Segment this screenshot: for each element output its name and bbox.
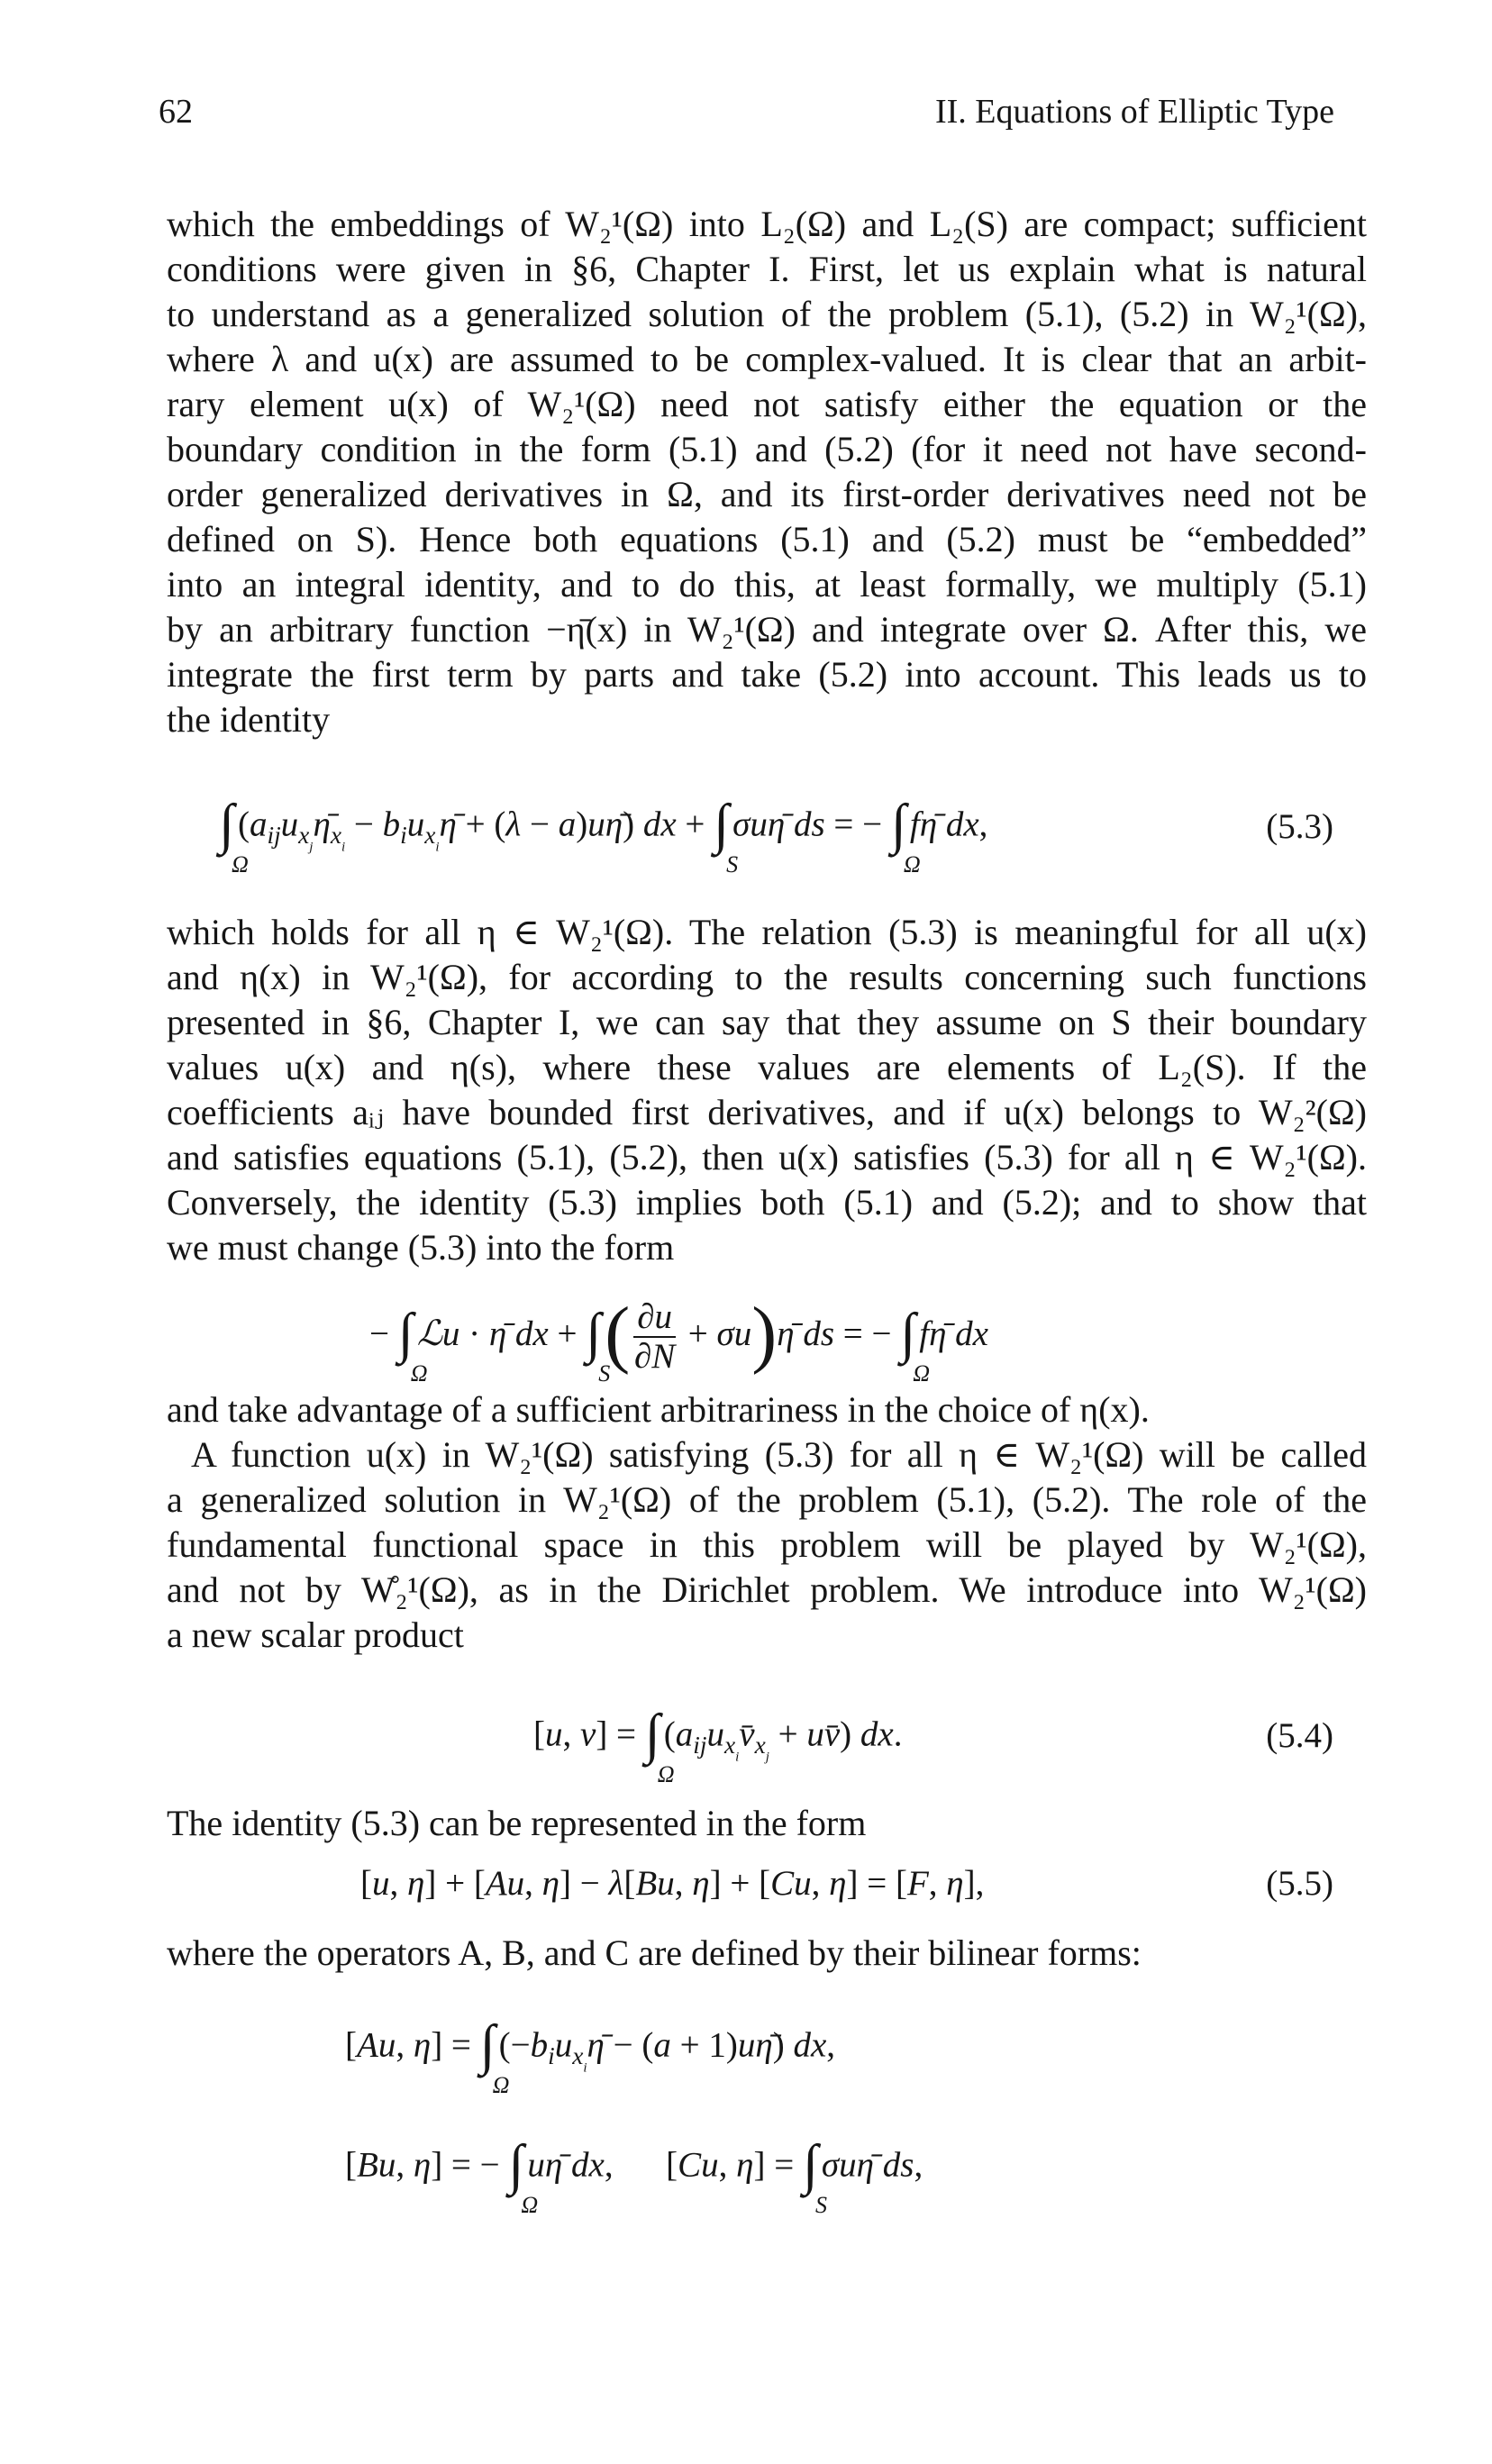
text-line: by an arbitrary function −η̄(x) in W₂¹(Ω) and integrate over Ω. After this, we xyxy=(167,609,1367,650)
page-number: 62 xyxy=(159,93,193,131)
text-line: and take advantage of a sufficient arbitrariness in the choice of η(x). xyxy=(167,1389,1150,1430)
equation-form-B-C: [Bu, η] = − ∫ Ω uη̄ dx, [Cu, η] = ∫ S σuη̄ ds, xyxy=(345,2134,923,2218)
text-line: The identity (5.3) can be represented in the form xyxy=(167,1803,867,1843)
text-line: to understand as a generalized solution of the problem (5.1), (5.2) in W₂¹(Ω), xyxy=(167,294,1367,334)
text-line: and satisfies equations (5.1), (5.2), then u(x) satisfies (5.3) for all η ∈ W₂¹(Ω). xyxy=(167,1137,1367,1177)
text-line: fundamental functional space in this problem will be played by W₂¹(Ω), xyxy=(167,1524,1367,1565)
running-head: II. Equations of Elliptic Type xyxy=(934,93,1334,131)
text-line: Conversely, the identity (5.3) implies both (5.1) and (5.2); and to show that xyxy=(167,1182,1367,1223)
text-line: which the embeddings of W₂¹(Ω) into L₂(Ω) and L₂(S) are compact; sufficient xyxy=(167,204,1367,244)
text-line: values u(x) and η(s), where these values are elements of L₂(S). If the xyxy=(167,1047,1367,1087)
text-line: where λ and u(x) are assumed to be complex-valued. It is clear that an arbit- xyxy=(167,339,1367,379)
text-line: integrate the first term by parts and take (5.2) into account. This leads us to xyxy=(167,654,1367,695)
text-line: coefficients aᵢⱼ have bounded first derivatives, and if u(x) belongs to W₂²(Ω) xyxy=(167,1092,1367,1132)
text-line: conditions were given in §6, Chapter I. First, let us explain what is natural xyxy=(167,249,1367,289)
text-line: and not by W̊₂¹(Ω), as in the Dirichlet problem. We introduce into W₂¹(Ω) xyxy=(167,1569,1367,1610)
text-line: where the operators A, B, and C are defined by their bilinear forms: xyxy=(167,1932,1142,1973)
text-line: A function u(x) in W₂¹(Ω) satisfying (5.3) for all η ∈ W₂¹(Ω) will be called xyxy=(191,1434,1367,1475)
text-line: rary element u(x) of W₂¹(Ω) need not satisfy either the equation or the xyxy=(167,384,1367,424)
equation-5-4: [u, v] = ∫ Ω ($a_{ij}u_{x_i}v̄_{x_j}$ + uv̄) dx. xyxy=(533,1704,903,1787)
equation-form-A: [Au, η] = ∫ Ω ($-b_iu_{x_i}\etā - (a$ + 1)uη̄) dx, xyxy=(345,2014,836,2098)
text-line: the identity xyxy=(167,699,331,740)
text-line: we must change (5.3) into the form xyxy=(167,1227,675,1268)
equation-unnumbered: − ∫ Ω ℒu · η̄ dx + ∫ S ( $\frac{\partial u}{\partial N}$ + σu)η̄ ds = − ∫ Ω fη̄ dx xyxy=(369,1292,988,1387)
text-line: defined on S). Hence both equations (5.1) and (5.2) must be “embedded” xyxy=(167,519,1367,559)
text-line: which holds for all η ∈ W₂¹(Ω). The relation (5.3) is meaningful for all u(x) xyxy=(167,912,1367,952)
text-line: a new scalar product xyxy=(167,1614,464,1655)
text-line: presented in §6, Chapter I, we can say that they assume on S their boundary xyxy=(167,1002,1367,1042)
text-line: boundary condition in the form (5.1) and (5.2) (for it need not have second- xyxy=(167,429,1367,469)
text-line: order generalized derivatives in Ω, and its first-order derivatives need not be xyxy=(167,474,1367,514)
equation-number: (5.4) xyxy=(1266,1716,1333,1755)
equation-number: (5.5) xyxy=(1266,1864,1333,1903)
text-line: into an integral identity, and to do this, at least formally, we multiply (5.1) xyxy=(167,564,1367,605)
equation-number: (5.3) xyxy=(1266,807,1333,846)
equation-5-3: ∫ Ω ($a_{ij}u_{x_j}\etā_{x_i}$ − $b_iu_{x_i}\etā + (\lambda$ − a)uη̄) dx + ∫ S σuη̄ ds = − ∫ Ω fη̄ dx, xyxy=(219,794,988,877)
equation-5-5: [u, η] + [Au, η] − λ[Bu, η] + [Cu, η] = [F, η], xyxy=(360,1864,985,1903)
text-line: a generalized solution in W₂¹(Ω) of the problem (5.1), (5.2). The role of the xyxy=(167,1479,1367,1520)
text-line: and η(x) in W₂¹(Ω), for according to the results concerning such functions xyxy=(167,957,1367,997)
